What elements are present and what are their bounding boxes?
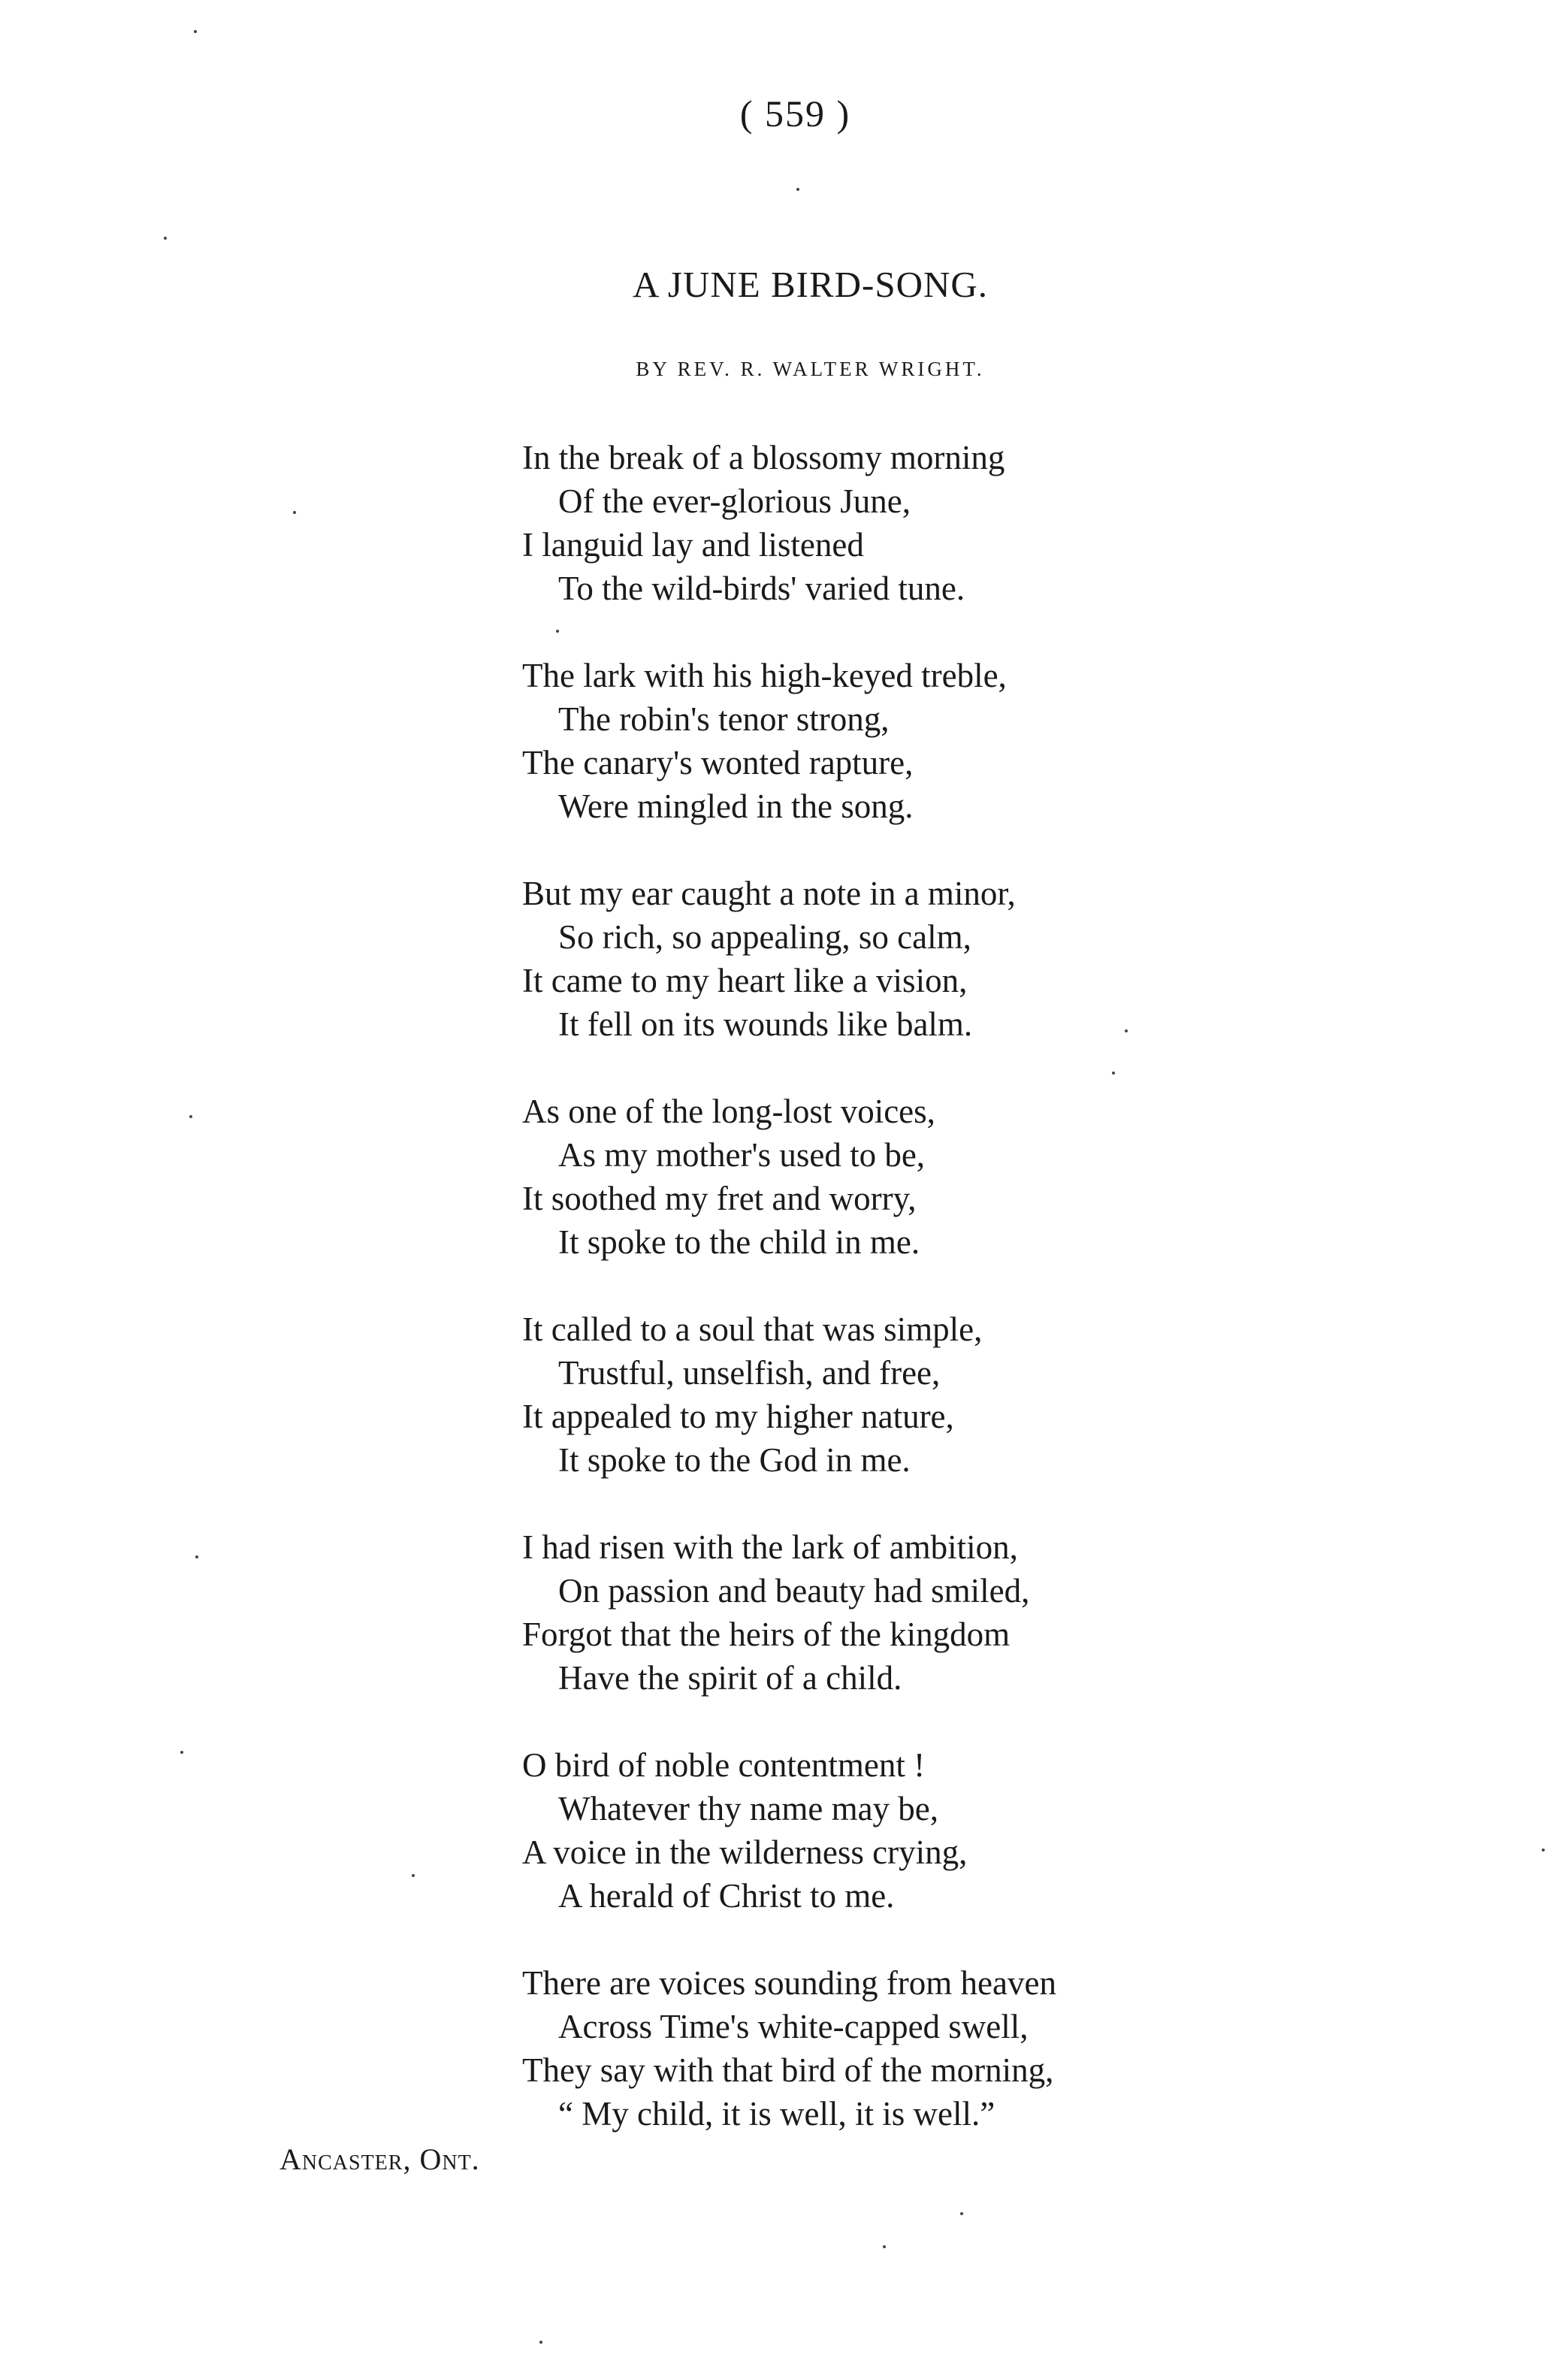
scan-speck [180,1751,183,1754]
poem-body [522,436,1273,2179]
poem-line: O bird of noble contentment ! [522,1746,926,1784]
poem-line: It spoke to the God in me. [558,1441,911,1479]
poem-line: As one of the long-lost voices, [522,1093,935,1130]
stanza [522,1961,1273,2136]
poem-line: It called to a soul that was simple, [522,1310,983,1348]
poem-line: The robin's tenor strong, [558,700,890,738]
poem-line: It appealed to my higher nature, [522,1398,954,1435]
stanza [522,872,1273,1046]
poem-line: Were mingled in the song. [558,787,914,825]
poem-line: The canary's wonted rapture, [522,744,914,781]
stanza [522,1090,1273,1264]
poem-line: The lark with his high-keyed treble, [522,657,1007,694]
poem-line: They say with that bird of the morning, [522,2051,1054,2089]
scan-speck [796,188,799,191]
scan-speck [412,1874,415,1877]
poem-line: It came to my heart like a vision, [522,962,968,999]
scan-speck [195,1555,198,1558]
poem-line: Forgot that the heirs of the kingdom [522,1616,1011,1653]
scan-speck [164,237,167,240]
poem-line: But my ear caught a note in a minor, [522,875,1016,912]
scan-speck [293,511,296,514]
scan-speck [194,30,197,33]
poem-line: Across Time's white-capped swell, [558,2008,1029,2045]
poem-line: On passion and beauty had smiled, [558,1572,1030,1610]
stanza [522,1307,1273,1482]
scan-speck [883,2245,886,2248]
stanza [522,654,1273,828]
scan-speck [539,2341,542,2344]
poem-line: There are voices sounding from heaven [522,1964,1056,2002]
poem-line: To the wild-birds' varied tune. [558,570,965,607]
scan-speck [1112,1072,1115,1075]
stanza [522,1743,1273,1918]
poem-line: I languid lay and listened [522,526,864,564]
scan-speck [960,2212,963,2215]
poem-line: It spoke to the child in me. [558,1223,920,1261]
poem-line: Whatever thy name may be, [558,1790,939,1827]
scan-speck [556,630,559,633]
scan-speck [1125,1029,1128,1032]
poem-line: I had risen with the lark of ambition, [522,1528,1018,1566]
poem-line: It soothed my fret and worry, [522,1180,917,1217]
poem-line: Of the ever-glorious June, [558,482,911,520]
poem-byline: BY REV. R. WALTER WRIGHT. [636,358,985,380]
scan-speck [1542,1849,1545,1852]
poem-line: “ My child, it is well, it is well.” [558,2095,995,2133]
page-number: ( 559 ) [739,92,851,135]
poem-line: A herald of Christ to me. [558,1877,895,1915]
poem-line: A voice in the wilderness crying, [522,1833,968,1871]
stanza [522,436,1273,610]
poem-line: In the break of a blossomy morning [522,439,1005,476]
place-signature: Ancaster, Ont. [279,2142,480,2176]
poem-line: Have the spirit of a child. [558,1659,902,1697]
stanza [522,1525,1273,1700]
poem-title: A JUNE BIRD-SONG. [632,264,988,305]
poem-line: Trustful, unselfish, and free, [558,1354,941,1392]
poem-line: It fell on its wounds like balm. [558,1005,973,1043]
poem-line: So rich, so appealing, so calm, [558,918,971,956]
scan-speck [189,1115,192,1118]
poem-line: As my mother's used to be, [558,1136,926,1174]
